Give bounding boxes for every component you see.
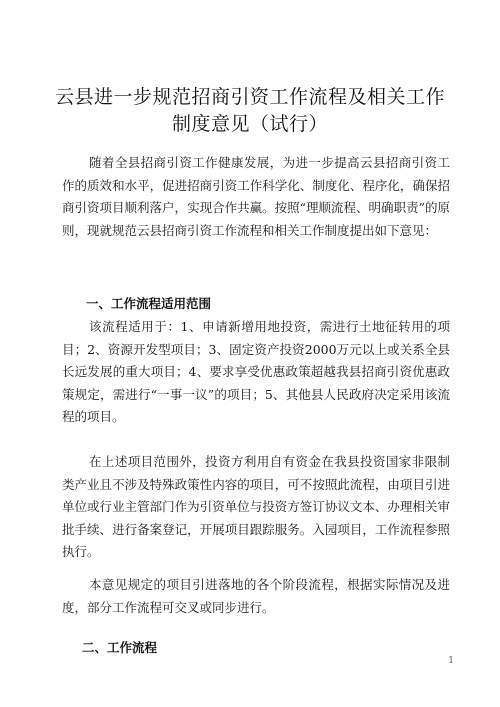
- section-1-paragraph-2: 在上述项目范围外，投资方利用自有资金在我县投资国家非限制类产业且不涉及特殊政策性内容的项目，可不按照此流程，由项目引进单位或行业主管部门作为引资单位与投资方签订协议文本、办理相关审批手续、进行备案登记，开展项目跟踪服务。入园项目，工作流程参照执行。: [62, 454, 450, 560]
- section-1-paragraph-1: 该流程适用于：1、申请新增用地投资，需进行土地征转用的项目；2、资源开发型项目；3、固定资产投资2000万元以上或关系全县长远发展的重大项目；4、要求享受优惠政策超越我县招商引资优惠政策规定，需进行“一事一议”的项目；5、其他县人民政府决定采用该流程的项目。: [62, 319, 450, 425]
- section-1-paragraph-3: 本意见规定的项目引进落地的各个阶段流程，根据实际情况及进度，部分工作流程可交叉或同步进行。: [62, 577, 450, 615]
- page-number: 1: [448, 656, 454, 666]
- section-1-block-1: [62, 316, 450, 429]
- intro-paragraph: 随着全县招商引资工作健康发展，为进一步提高云县招商引资工作的质效和水平，促进招商引资工作科学化、制度化、程序化，确保招商引资项目顺利落户，实现合作共赢。按照“理顺流程、明确职责”的原则，现就规范云县招商引资工作流程和相关工作制度提出如下意见：: [62, 155, 450, 238]
- document-title-line-1: 云县进一步规范招商引资工作流程及相关工作: [54, 86, 445, 108]
- section-1-block-3: [62, 574, 450, 619]
- section-1-block-2: [62, 451, 450, 564]
- section-2-heading: 二、工作流程: [82, 640, 158, 655]
- intro-block: [62, 152, 450, 242]
- section-1-heading: 一、工作流程适用范围: [86, 296, 212, 311]
- document-title-line-2: 制度意见（试行）: [171, 113, 328, 135]
